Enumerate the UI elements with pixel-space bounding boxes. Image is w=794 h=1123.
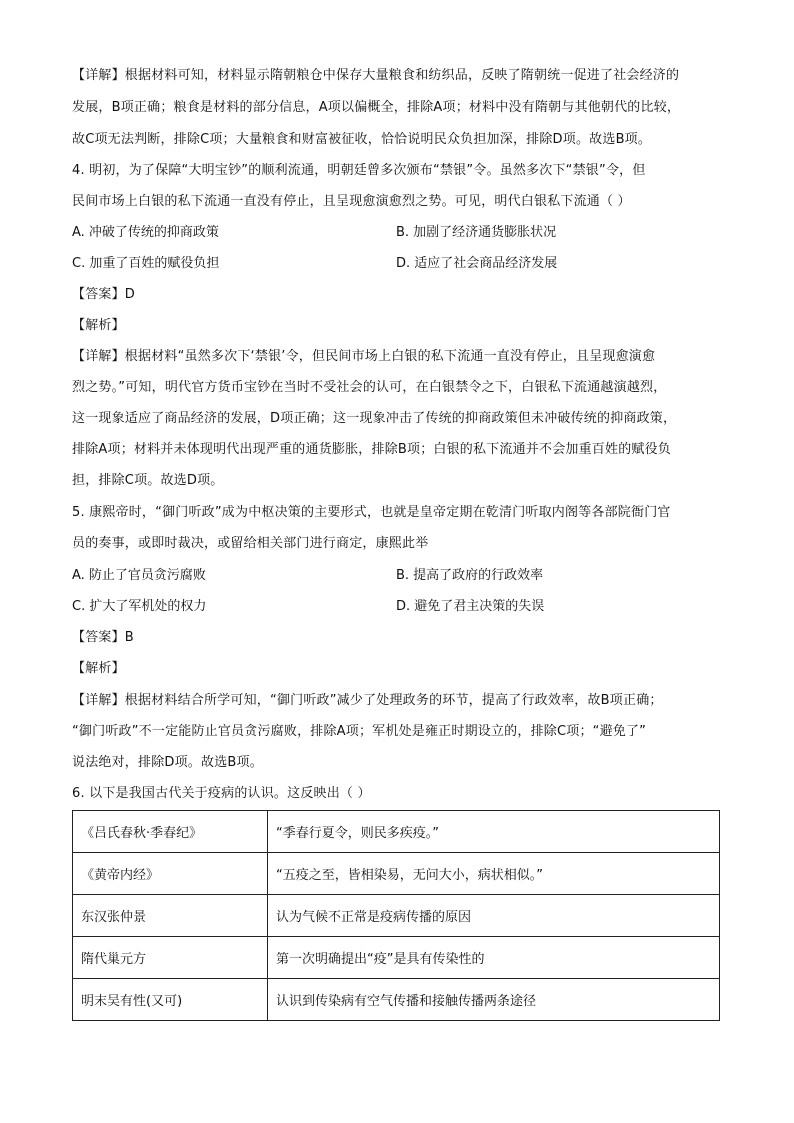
q5-option-c: C. 扩大了军机处的权力 bbox=[72, 599, 207, 614]
q4-option-a: A. 冲破了传统的抑商政策 bbox=[72, 225, 219, 240]
table-row bbox=[73, 979, 720, 1021]
q6-stem: 6. 以下是我国古代关于疫病的认识。这反映出（ ） bbox=[72, 786, 371, 801]
table-row bbox=[73, 937, 720, 979]
table-cell-content: 认识到传染病有空气传播和接触传播两条途径 bbox=[268, 979, 720, 1021]
q5-stem-line-2: 员的奏事，或即时裁决，或留给相关部门进行商定，康熙此举 bbox=[72, 536, 429, 551]
q4-option-b: B. 加剧了经济通货膨胀状况 bbox=[396, 225, 557, 240]
table-cell-content: “季春行夏令，则民多疾疫。” bbox=[268, 811, 720, 853]
table-cell-content: 认为气候不正常是疫病传播的原因 bbox=[268, 895, 720, 937]
q4-option-d: D. 适应了社会商品经济发展 bbox=[396, 256, 558, 271]
q4-stem-line-2: 民间市场上白银的私下流通一直没有停止，且呈现愈演愈烈之势。可见，明代白银私下流通（ ） bbox=[72, 194, 631, 209]
q4-analysis-label: 【解析】 bbox=[72, 318, 125, 333]
table-row bbox=[73, 853, 720, 895]
q4-option-c: C. 加重了百姓的赋役负担 bbox=[72, 256, 220, 271]
q4-stem-line-1: 4. 明初，为了保障“大明宝钞”的顺利流通，明朝廷曾多次颁布“禁银”令。虽然多次下“禁银”令，但 bbox=[72, 163, 646, 178]
q4-detail-line-2: 烈之势。”可知，明代官方货币宝钞在当时不受社会的认可，在白银禁令之下，白银私下流通越演越烈， bbox=[72, 380, 667, 395]
table-cell-content: “五疫之至，皆相染易，无问大小，病状相似。” bbox=[268, 853, 720, 895]
table-row bbox=[73, 895, 720, 937]
q5-detail-line-3: 说法绝对，排除D项。故选B项。 bbox=[72, 755, 263, 770]
table-cell-source: 东汉张仲景 bbox=[73, 895, 268, 937]
q5-detail-line-2: “御门听政”不一定能防止官员贪污腐败，排除A项；军机处是雍正时期设立的，排除C项；“避免了” bbox=[72, 724, 647, 739]
q4-detail-line-1: 【详解】根据材料“虽然多次下‘禁银’令，但民间市场上白银的私下流通一直没有停止，且呈现愈演愈 bbox=[72, 349, 656, 364]
q4-detail-line-4: 排除A项；材料并未体现明代出现严重的通货膨胀，排除B项；白银的私下流通并不会加重百姓的赋役负 bbox=[72, 442, 672, 457]
q3-detail-line-3: 故C项无法判断，排除C项；大量粮食和财富被征收，恰恰说明民众负担加深，排除D项。故选B项。 bbox=[72, 132, 652, 147]
q3-detail-line-1: 【详解】根据材料可知，材料显示隋朝粮仓中保存大量粮食和纺织品，反映了隋朝统一促进了社会经济的 bbox=[72, 68, 680, 83]
table-cell-content: 第一次明确提出“疫”是具有传染性的 bbox=[268, 937, 720, 979]
q5-stem-line-1: 5. 康熙帝时，“御门听政”成为中枢决策的主要形式，也就是皇帝定期在乾清门听取内阁等各部院衙门官 bbox=[72, 505, 671, 520]
q5-option-b: B. 提高了政府的行政效率 bbox=[396, 568, 544, 583]
table-cell-source: 《吕氏春秋·季春纪》 bbox=[73, 811, 268, 853]
table-row bbox=[73, 811, 720, 853]
q5-option-a: A. 防止了官员贪污腐败 bbox=[72, 568, 206, 583]
q6-table bbox=[72, 810, 720, 1021]
q5-analysis-label: 【解析】 bbox=[72, 661, 125, 676]
table-cell-source: 明末吴有性(又可) bbox=[73, 979, 268, 1021]
table-cell-source: 《黄帝内经》 bbox=[73, 853, 268, 895]
q5-option-d: D. 避免了君主决策的失误 bbox=[396, 599, 545, 614]
q4-detail-line-5: 担，排除C项。故选D项。 bbox=[72, 473, 224, 488]
table-cell-source: 隋代巢元方 bbox=[73, 937, 268, 979]
q4-detail-line-3: 这一现象适应了商品经济的发展，D项正确；这一现象冲击了传统的抑商政策但未冲破传统的抑商政策， bbox=[72, 411, 677, 426]
q4-answer: 【答案】D bbox=[72, 287, 136, 302]
q5-answer: 【答案】B bbox=[72, 630, 134, 645]
q3-detail-line-2: 发展，B项正确；粮食是材料的部分信息，A项以偏概全，排除A项；材料中没有隋朝与其他朝代的比较， bbox=[72, 100, 681, 115]
q5-detail-line-1: 【详解】根据材料结合所学可知，“御门听政”减少了处理政务的环节，提高了行政效率，故B项正确； bbox=[72, 693, 663, 708]
